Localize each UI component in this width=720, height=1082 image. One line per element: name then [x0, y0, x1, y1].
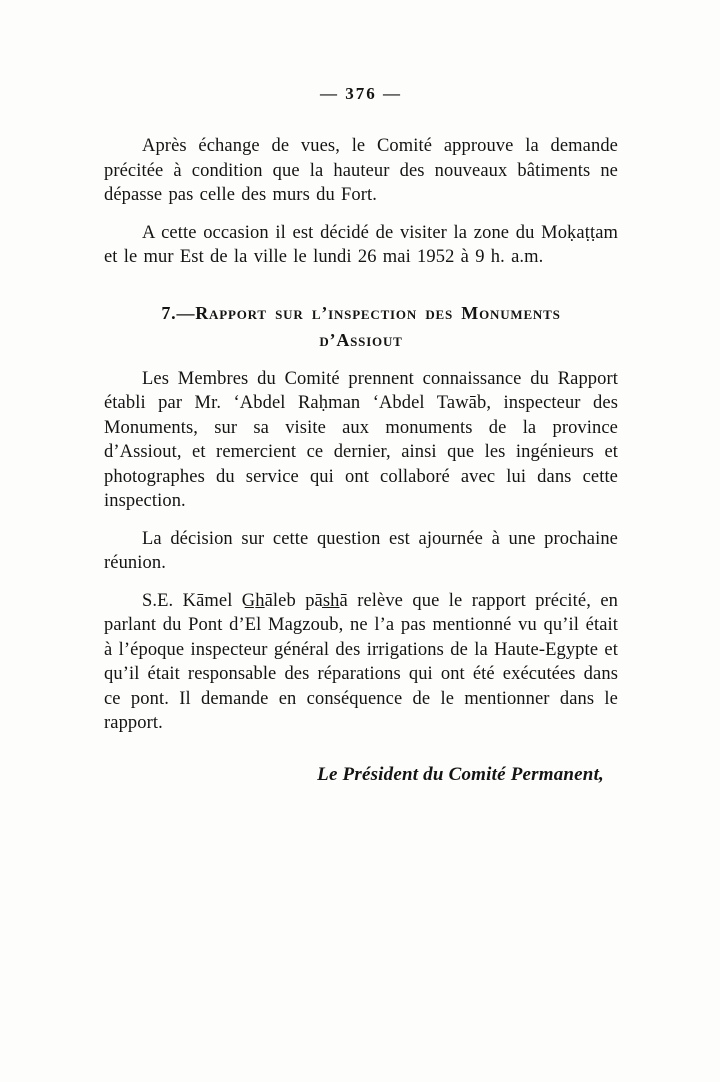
paragraph-approval: Après échange de vues, le Comité approuve la demande précitée à condition que la hauteur des nouveaux bâtiments ne dépasse pas celle des murs du Fort.	[104, 136, 618, 205]
paragraph-decision-ajournee: La décision sur cette question est ajournée à une prochaine réunion.	[104, 528, 618, 573]
section-heading-line2: d’Assiout	[319, 329, 403, 350]
section-heading-line1: 7.—Rapport sur l’inspection des Monuments	[161, 302, 561, 323]
paragraph-visit-mokattam: A cette occasion il est décidé de visiter la zone du Moḳaṭṭam et le mur Est de la ville le lundi 26 mai 1952 à 9 h. a.m.	[104, 222, 618, 267]
page-number: — 376 —	[320, 84, 402, 103]
paragraph-kamel-ghaleb: S.E. Kāmel G̲h̲āleb pās̲h̲ā relève que le rapport précité, en parlant du Pont d’El Magzoub, ne l’a pas mentionné vu qu’il était à l’époque inspecteur général des irrigations de la Haute-Egypte et qu’il était responsable des réparations qui ont été exécutées dans ce pont. Il demande en conséquence de le mentionner dans le rapport.	[104, 590, 618, 733]
signature-line: Le Président du Comité Permanent,	[317, 763, 604, 785]
text-block	[104, 0, 618, 786]
section-heading	[104, 300, 618, 354]
paragraph-rapport-assiout: Les Membres du Comité prennent connaissance du Rapport établi par Mr. ‘Abdel Raḥman ‘Abdel Tawāb, inspecteur des Monuments, sur sa visite aux monuments de la province d’Assiout, et remercient ce dernier, ainsi que les ingénieurs et photographes du service qui ont collaboré avec lui dans cette inspection.	[104, 368, 618, 511]
